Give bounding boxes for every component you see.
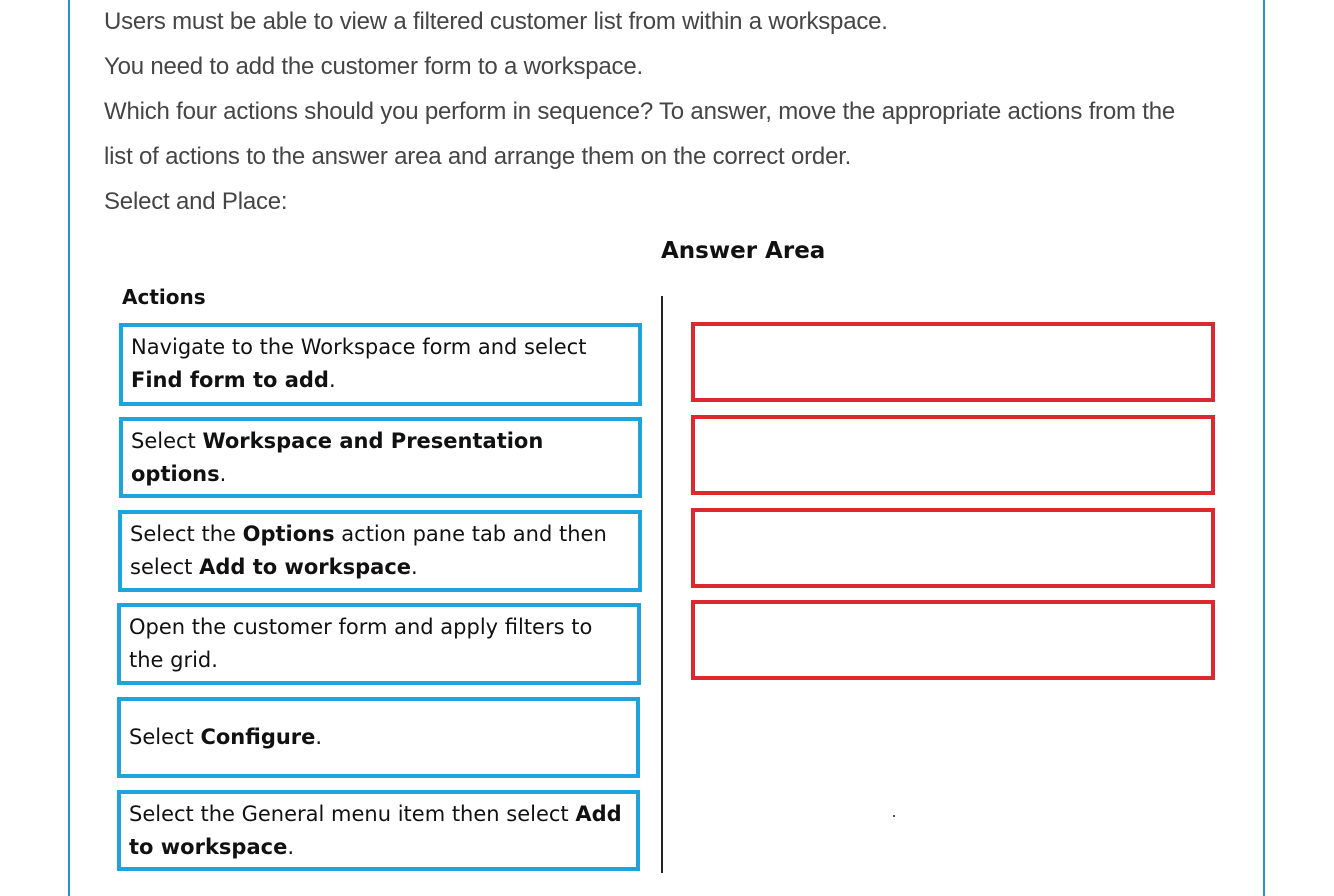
- question-line-1: Users must be able to view a filtered customer list from within a workspace.: [104, 8, 888, 35]
- answer-area-title: Answer Area: [661, 238, 826, 264]
- stray-dot: [893, 815, 895, 817]
- action-item-5[interactable]: [117, 697, 640, 778]
- action-text: Select Configure.: [129, 725, 323, 749]
- action-item-2[interactable]: [119, 417, 642, 498]
- action-item-3[interactable]: [118, 510, 642, 592]
- select-and-place-label: Select and Place:: [104, 188, 288, 215]
- action-text: Open the customer form and apply filters to the grid.: [129, 615, 593, 672]
- action-item-1[interactable]: [119, 323, 642, 406]
- question-line-3: Which four actions should you perform in sequence? To answer, move the appropriate actions from the: [104, 98, 1176, 125]
- action-text: Select the General menu item then select Add to workspace.: [129, 802, 622, 859]
- answer-slot-3[interactable]: [691, 508, 1215, 588]
- answer-slot-1[interactable]: [691, 322, 1215, 402]
- question-line-2: You need to add the customer form to a workspace.: [104, 53, 643, 80]
- action-item-6[interactable]: [117, 790, 640, 871]
- answer-slot-4[interactable]: [691, 600, 1215, 680]
- answer-slot-2[interactable]: [691, 415, 1215, 495]
- column-divider: [661, 296, 663, 873]
- action-text: Select the Options action pane tab and then select Add to workspace.: [130, 522, 607, 579]
- action-text: Navigate to the Workspace form and select Find form to add.: [131, 335, 587, 392]
- question-line-4: list of actions to the answer area and arrange them on the correct order.: [104, 143, 852, 170]
- action-text: Select Workspace and Presentation options.: [131, 428, 544, 486]
- action-item-4[interactable]: [117, 603, 641, 685]
- actions-title: Actions: [122, 285, 206, 309]
